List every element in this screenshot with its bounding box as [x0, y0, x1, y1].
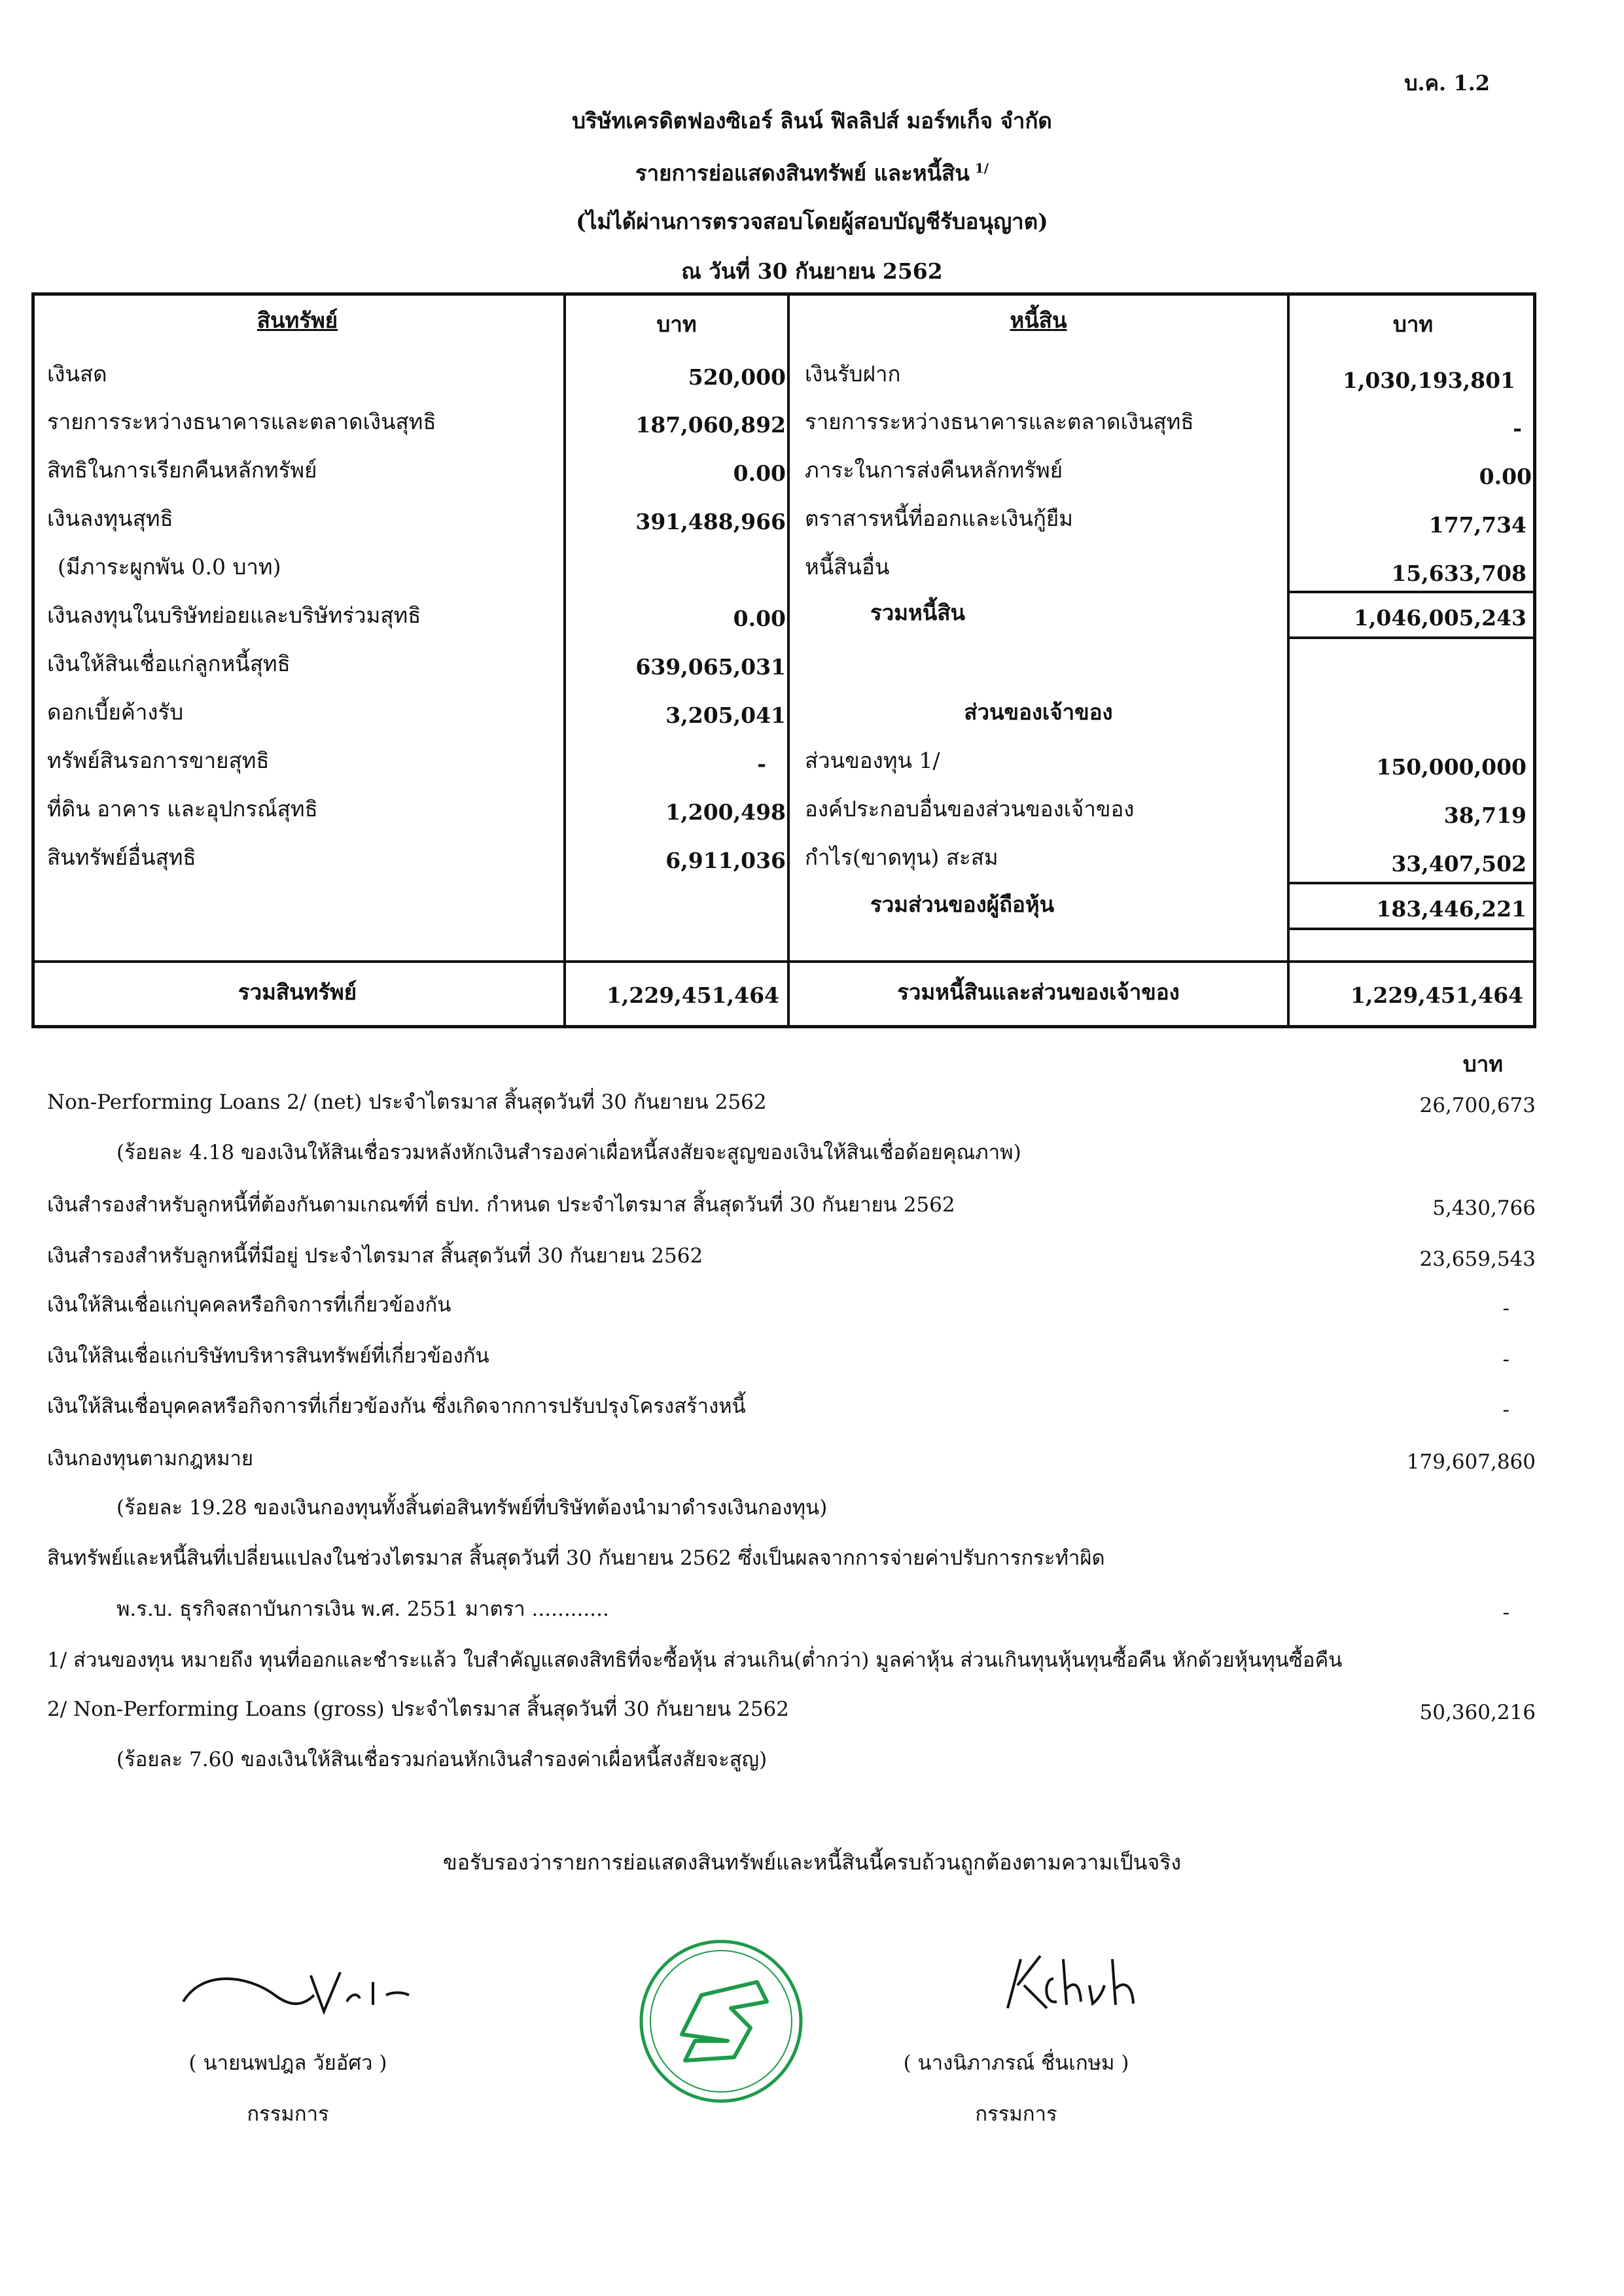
note-text: (ร้อยละ 4.18 ของเงินให้สินเชื่อรวมหลังหักเงินสำรองค่าเผื่อหนี้สงสัยจะสูญของเงินให้สินเชื่อด้อยคุณภาพ)	[116, 1141, 1021, 1164]
note-text: 1/ ส่วนของทุน หมายถึง ทุนที่ออกและชำระแล้ว ใบสำคัญแสดงสิทธิที่จะซื้อหุ้น ส่วนเกิน(ต่ำกว่า) มูลค่าหุ้น ส่วนเกินทุนหุ้นทุนซื้อคืน หักด้วยหุ้นทุนซื้อคืน	[47, 1648, 1343, 1672]
grand-total-top	[31, 960, 1536, 963]
note-value: -	[1502, 1348, 1509, 1371]
asset-label: (มีภาระผูกพัน 0.0 บาท)	[58, 554, 281, 580]
report-date: ณ วันที่ 30 กันยายน 2562	[681, 258, 943, 284]
col-divider-2	[787, 292, 790, 1028]
equity-label: องค์ประกอบอื่นของส่วนของเจ้าของ	[805, 796, 1135, 822]
note-text: เงินให้สินเชื่อแก่บริษัทบริหารสินทรัพย์ที่เกี่ยวข้องกัน	[47, 1344, 489, 1368]
signatory-1-name: ( นายนพปฎล วัยอัศว )	[188, 2051, 387, 2075]
assets-header: สินทรัพย์	[256, 307, 338, 333]
liability-label: ภาระในการส่งคืนหลักทรัพย์	[805, 457, 1063, 483]
signature-2-image	[995, 1946, 1191, 2025]
certification-text: ขอรับรองว่ารายการย่อแสดงสินทรัพย์และหนี้สินนี้ครบถ้วนถูกต้องตามความเป็นจริง	[442, 1850, 1182, 1875]
audit-note: (ไม่ได้ผ่านการตรวจสอบโดยผู้สอบบัญชีรับอนุญาต)	[576, 209, 1048, 234]
note-value: 26,700,673	[1419, 1094, 1536, 1117]
total-equity-label: รวมส่วนของผู้ถือหุ้น	[870, 892, 1055, 917]
liab-total-bottom	[1287, 636, 1536, 639]
asset-value: 6,911,036	[665, 848, 786, 873]
total-liabilities-value: 1,046,005,243	[1353, 605, 1527, 631]
asset-label: เงินให้สินเชื่อแก่ลูกหนี้สุทธิ	[47, 651, 291, 676]
report-title-text: รายการย่อแสดงสินทรัพย์ และหนี้สิน	[635, 160, 970, 186]
equity-value: 33,407,502	[1391, 851, 1527, 877]
liability-value: 15,633,708	[1391, 561, 1527, 586]
total-equity-value: 183,446,221	[1376, 896, 1527, 922]
asset-value: 520,000	[688, 364, 786, 390]
asset-value: 391,488,966	[635, 509, 786, 534]
note-text: เงินให้สินเชื่อแก่บุคคลหรือกิจการที่เกี่ยวข้องกัน	[47, 1293, 451, 1317]
liability-value: 1,030,193,801	[1342, 368, 1515, 393]
equity-label: กำไร(ขาดทุน) สะสม	[805, 844, 998, 870]
liability-label: เงินรับฝาก	[805, 361, 901, 387]
asset-value: 0.00	[733, 461, 786, 486]
signatory-2-role: กรรมการ	[975, 2102, 1057, 2126]
company-name: บริษัทเครดิตฟองซิเอร์ ลินน์ ฟิลลิปส์ มอร์ทเก็จ จำกัด	[572, 108, 1052, 133]
note-value: 23,659,543	[1419, 1247, 1536, 1271]
signatory-2-name: ( นางนิภาภรณ์ ชื่นเกษม )	[903, 2051, 1129, 2075]
asset-value: 187,060,892	[635, 412, 786, 438]
asset-label: สินทรัพย์อื่นสุทธิ	[47, 844, 196, 870]
liabilities-currency: บาท	[1392, 311, 1434, 337]
note-text: เงินกองทุนตามกฎหมาย	[47, 1447, 254, 1470]
assets-currency: บาท	[656, 311, 697, 337]
equity-total-top	[1287, 882, 1536, 884]
note-text: 2/ Non-Performing Loans (gross) ประจำไตรมาส สิ้นสุดวันที่ 30 กันยายน 2562	[47, 1697, 789, 1721]
equity-label: ส่วนของทุน 1/	[805, 748, 940, 773]
equity-header: ส่วนของเจ้าของ	[964, 699, 1113, 725]
asset-label: สิทธิในการเรียกคืนหลักทรัพย์	[47, 457, 317, 483]
asset-label: เงินลงทุนในบริษัทย่อยและบริษัทร่วมสุทธิ	[47, 602, 421, 628]
note-value: 179,607,860	[1406, 1450, 1536, 1474]
asset-label: ที่ดิน อาคาร และอุปกรณ์สุทธิ	[47, 796, 318, 822]
note-text: Non-Performing Loans 2/ (net) ประจำไตรมาส สิ้นสุดวันที่ 30 กันยายน 2562	[47, 1090, 767, 1114]
note-text: (ร้อยละ 7.60 ของเงินให้สินเชื่อรวมก่อนหักเงินสำรองค่าเผื่อหนี้สงสัยจะสูญ)	[116, 1748, 768, 1771]
asset-value: 0.00	[733, 606, 786, 631]
liabilities-header: หนี้สิน	[1010, 307, 1067, 333]
note-value: 5,430,766	[1432, 1196, 1536, 1220]
note-value: -	[1502, 1296, 1509, 1320]
liability-value: 177,734	[1428, 512, 1527, 538]
note-value: 50,360,216	[1419, 1701, 1536, 1724]
note-value: -	[1502, 1398, 1509, 1421]
report-title	[0, 156, 1624, 190]
equity-value: 38,719	[1443, 803, 1527, 828]
report-title-note: 1/	[974, 160, 989, 176]
liability-value: 0.00	[1479, 464, 1532, 489]
equity-value: 150,000,000	[1376, 754, 1527, 780]
note-text: พ.ร.บ. ธุรกิจสถาบันการเงิน พ.ศ. 2551 มาตรา ............	[116, 1597, 609, 1621]
signature-1-image	[177, 1956, 412, 2028]
equity-total-bottom	[1287, 928, 1536, 930]
note-text: สินทรัพย์และหนี้สินที่เปลี่ยนแปลงในช่วงไตรมาส สิ้นสุดวันที่ 30 กันยายน 2562 ซึ่งเป็นผลจากการจ่ายค่าปรับการกระทำผิด	[47, 1546, 1105, 1570]
liability-label: หนี้สินอื่น	[805, 554, 890, 580]
asset-label: ทรัพย์สินรอการขายสุทธิ	[47, 748, 270, 773]
note-text: เงินให้สินเชื่อบุคคลหรือกิจการที่เกี่ยวข้องกัน ซึ่งเกิดจากการปรับปรุงโครงสร้างหนี้	[47, 1395, 746, 1418]
total-assets-value: 1,229,451,464	[606, 983, 779, 1008]
asset-value: 639,065,031	[635, 654, 786, 680]
note-text: เงินสำรองสำหรับลูกหนี้ที่ต้องกันตามเกณฑ์ที่ ธปท. กำหนด ประจำไตรมาส สิ้นสุดวันที่ 30 กันยายน 2562	[47, 1193, 955, 1217]
asset-value: -	[757, 751, 766, 776]
total-liab-equity-label: รวมหนี้สินและส่วนของเจ้าของ	[897, 979, 1180, 1005]
total-liabilities-label: รวมหนี้สิน	[870, 600, 966, 625]
total-assets-label: รวมสินทรัพย์	[238, 979, 357, 1005]
asset-label: เงินสด	[47, 361, 107, 387]
liability-label: รายการระหว่างธนาคารและตลาดเงินสุทธิ	[805, 409, 1194, 434]
asset-value: 1,200,498	[665, 799, 786, 825]
notes-currency: บาท	[1462, 1051, 1503, 1077]
note-text: เงินสำรองสำหรับลูกหนี้ที่มีอยู่ ประจำไตรมาส สิ้นสุดวันที่ 30 กันยายน 2562	[47, 1244, 703, 1268]
signatory-1-role: กรรมการ	[247, 2102, 329, 2126]
form-code: บ.ค. 1.2	[1404, 71, 1490, 96]
liab-total-top	[1287, 591, 1536, 593]
liability-label: ตราสารหนี้ที่ออกและเงินกู้ยืม	[805, 506, 1074, 531]
note-value: -	[1502, 1601, 1509, 1624]
total-liab-equity-value: 1,229,451,464	[1350, 983, 1523, 1008]
note-text: (ร้อยละ 19.28 ของเงินกองทุนทั้งสิ้นต่อสินทรัพย์ที่บริษัทต้องนำมาดำรงเงินกองทุน)	[116, 1496, 828, 1520]
asset-label: รายการระหว่างธนาคารและตลาดเงินสุทธิ	[47, 409, 436, 434]
liability-value: -	[1513, 415, 1522, 441]
asset-label: ดอกเบี้ยค้างรับ	[47, 699, 184, 725]
asset-value: 3,205,041	[665, 703, 786, 728]
asset-label: เงินลงทุนสุทธิ	[47, 506, 173, 531]
company-seal-icon	[636, 1936, 806, 2106]
